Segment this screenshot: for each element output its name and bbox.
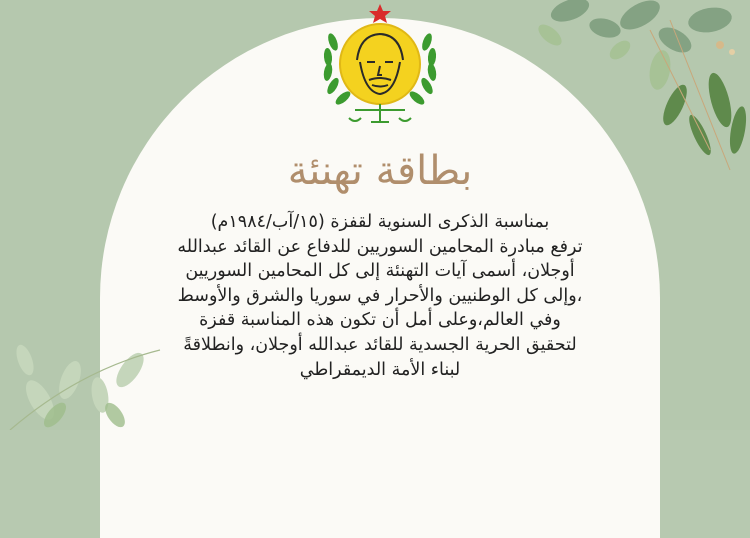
body-line: وفي العالم،وعلى أمل أن تكون هذه المناسبة قفزة [199,310,561,331]
body-line: أوجلان، أسمى آيات التهنئة إلى كل المحامين السوريين [185,261,575,282]
body-line: ،وإلى كل الوطنيين والأحرار في سوريا والشرق والأوسط [177,285,583,306]
body-line: لبناء الأمة الديمقراطي [299,359,461,380]
body-line: بمناسبة الذكرى السنوية لقفزة (١٥/آب/١٩٨٤م) [210,212,550,232]
scales-icon [349,104,411,122]
body-line: لتحقيق الحرية الجسدية للقائد عبدالله أوجلان، وانطلاقةً [183,334,577,355]
emblem-logo [305,2,455,127]
card-body [150,210,610,382]
card-title: بطاقة تهنئة [287,148,473,194]
body-line: ترفع مبادرة المحامين السوريين للدفاع عن القائد عبدالله [177,236,583,257]
star-icon [369,4,391,23]
